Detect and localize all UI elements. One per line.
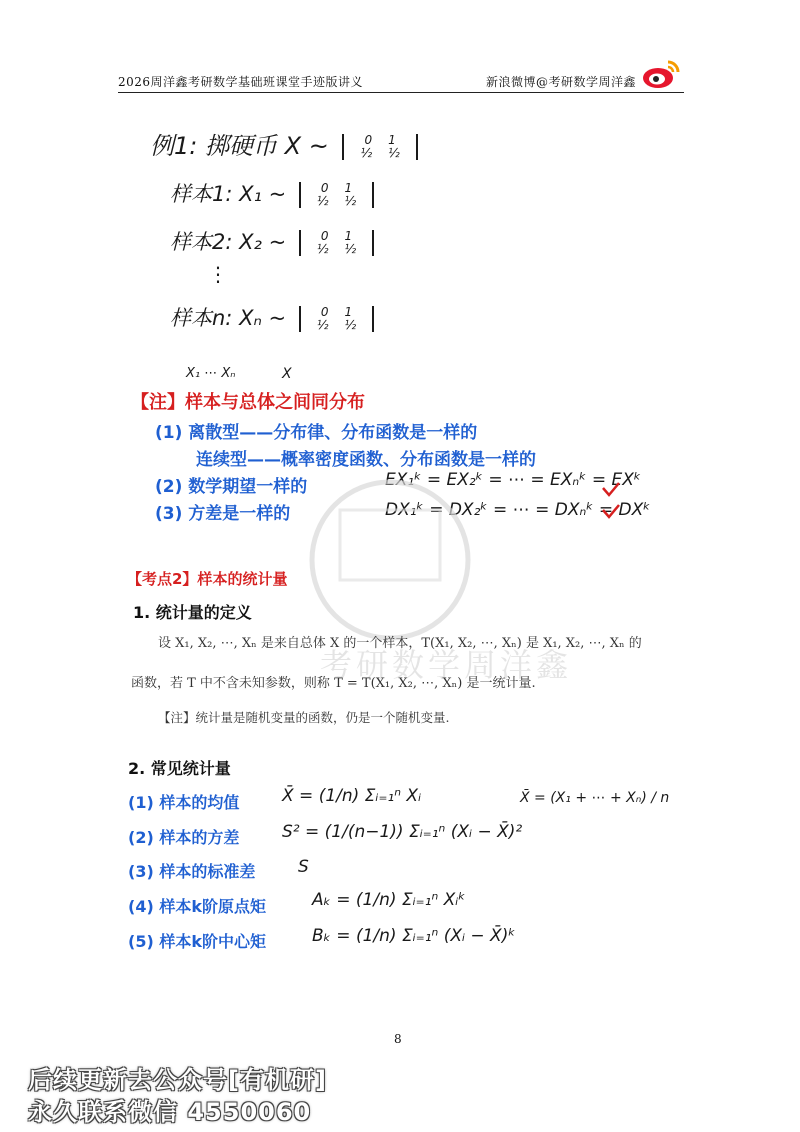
note-item-2: (2) 数学期望一样的	[155, 477, 308, 497]
stat-formula-raw-moment: Aₖ = (1/n) Σᵢ₌₁ⁿ Xᵢᵏ	[312, 890, 466, 910]
example-title: 例1: 掷硬币	[150, 132, 277, 160]
sample-line-1: 样本1: X₁ ~ 0 1 ½ ½	[170, 178, 374, 208]
checkmark-icon	[600, 480, 624, 524]
definition-note: 【注】统计量是随机变量的函数，仍是一个随机变量.	[158, 710, 450, 725]
note-item-1: (1) 离散型——分布律、分布函数是一样的	[155, 423, 478, 443]
header-weibo: 新浪微博@考研数学周洋鑫	[486, 75, 637, 89]
page-number: 8	[394, 1032, 402, 1046]
header-rule	[118, 92, 684, 93]
population-matrix: 0 1 ½ ½	[342, 134, 417, 160]
sample-line-n: 样本n: Xₙ ~ 0 1 ½ ½	[170, 302, 374, 332]
stat-formula-std: S	[298, 857, 309, 877]
annot-samples: X₁ ⋯ Xₙ	[186, 366, 236, 381]
population-var: X ~	[284, 132, 329, 160]
stat-label-std: (3) 样本的标准差	[128, 862, 256, 881]
definition-line-2: 函数，若 T 中不含未知参数，则称 T = T(X₁, X₂, ⋯, Xₙ) 是一统计量.	[131, 676, 536, 691]
seal-watermark-icon	[300, 470, 480, 654]
note-item-2-eq: EX₁ᵏ = EX₂ᵏ = ⋯ = EXₙᵏ = EXᵏ	[385, 470, 642, 490]
sample-line-2: 样本2: X₂ ~ 0 1 ½ ½	[170, 226, 374, 256]
stat-label-mean: (1) 样本的均值	[128, 793, 240, 812]
example-title-line	[150, 126, 418, 161]
subsection-2-title: 2. 常见统计量	[128, 759, 231, 778]
footer-line-2: 永久联系微信 4550060	[28, 1098, 312, 1126]
stat-label-central-moment: (5) 样本k阶中心矩	[128, 932, 266, 951]
note-item-1b: 连续型——概率密度函数、分布函数是一样的	[196, 450, 536, 470]
annot-x: X	[282, 366, 292, 382]
note-item-3: (3) 方差是一样的	[155, 504, 291, 524]
vertical-dots: ⋮	[208, 262, 228, 286]
definition-line-1: 设 X₁, X₂, ⋯, Xₙ 是来自总体 X 的一个样本，T(X₁, X₂, ⋯, Xₙ) 是 X₁, X₂, ⋯, Xₙ 的	[158, 636, 642, 651]
stat-formula-variance: S² = (1/(n−1)) Σᵢ₌₁ⁿ (Xᵢ − X̄)²	[282, 822, 523, 842]
subsection-1-title: 1. 统计量的定义	[133, 603, 252, 622]
section-title: 【考点2】样本的统计量	[127, 570, 288, 588]
stat-label-raw-moment: (4) 样本k阶原点矩	[128, 897, 266, 916]
note-item-3-eq: DX₁ᵏ = DX₂ᵏ = ⋯ = DXₙᵏ = DXᵏ	[385, 500, 651, 520]
note-title: 【注】样本与总体之间同分布	[131, 392, 365, 413]
stat-formula-mean: X̄ = (1/n) Σᵢ₌₁ⁿ Xᵢ	[282, 786, 422, 806]
text-watermark: 考研数学周洋鑫	[320, 646, 573, 684]
header-title: 2026周洋鑫考研数学基础班课堂手迹版讲义	[118, 75, 364, 89]
stat-label-variance: (2) 样本的方差	[128, 828, 240, 847]
weibo-logo-icon	[640, 56, 682, 94]
footer-line-1: 后续更新去公众号[有机研]	[28, 1066, 327, 1094]
stat-formula-central-moment: Bₖ = (1/n) Σᵢ₌₁ⁿ (Xᵢ − X̄)ᵏ	[312, 926, 516, 946]
stat-mean-alt: X̄ = (X₁ + ⋯ + Xₙ) / n	[520, 790, 670, 806]
